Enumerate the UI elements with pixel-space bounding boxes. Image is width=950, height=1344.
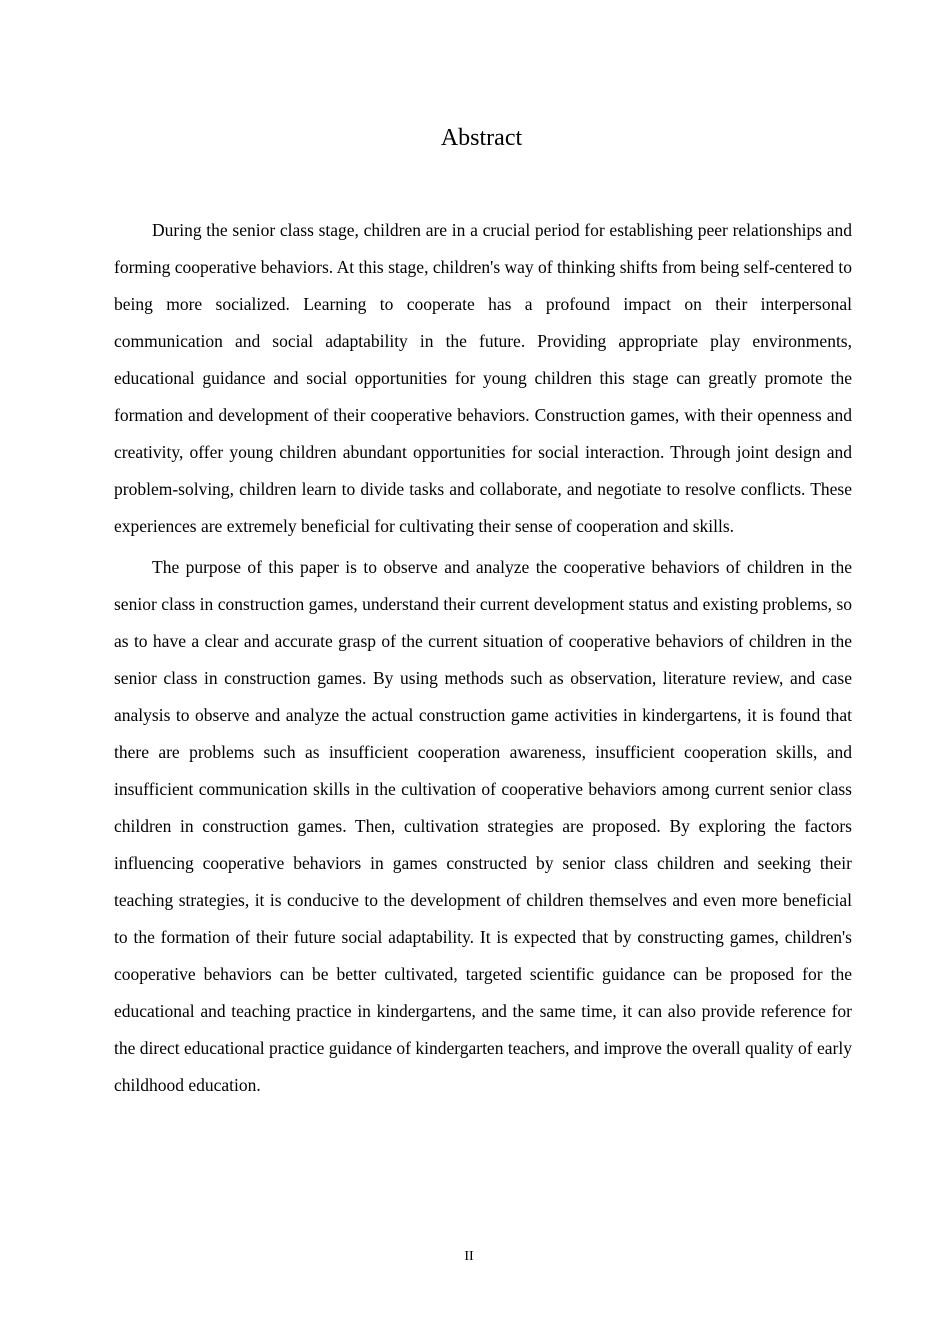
abstract-body	[114, 212, 852, 1104]
page-title: Abstract	[440, 125, 523, 151]
page-number: II	[464, 1249, 474, 1264]
abstract-paragraph-1: During the senior class stage, children are in a crucial period for establishing peer relationships and forming cooperative behaviors. At this stage, children's way of thinking shifts from being self-centered to being more socialized. Learning to cooperate has a profound impact on their interpersonal communication and social adaptability in the future. Providing appropriate play environments, educational guidance and social opportunities for young children this stage can greatly promote the formation and development of their cooperative behaviors. Construction games, with their openness and creativity, offer young children abundant opportunities for social interaction. Through joint design and problem-solving, children learn to divide tasks and collaborate, and negotiate to resolve conflicts. These experiences are extremely beneficial for cultivating their sense of cooperation and skills.	[114, 220, 852, 536]
abstract-paragraph-2: The purpose of this paper is to observe and analyze the cooperative behaviors of children in the senior class in construction games, understand their current development status and existing problems, so as to have a clear and accurate grasp of the current situation of cooperative behaviors of children in the senior class in construction games. By using methods such as observation, literature review, and case analysis to observe and analyze the actual construction game activities in kindergartens, it is found that there are problems such as insufficient cooperation awareness, insufficient cooperation skills, and insufficient communication skills in the cultivation of cooperative behaviors among current senior class children in construction games. Then, cultivation strategies are proposed. By exploring the factors influencing cooperative behaviors in games constructed by senior class children and seeking their teaching strategies, it is conducive to the development of children themselves and even more beneficial to the formation of their future social adaptability. It is expected that by constructing games, children's cooperative behaviors can be better cultivated, targeted scientific guidance can be proposed for the educational and teaching practice in kindergartens, and the same time, it can also provide reference for the direct educational practice guidance of kindergarten teachers, and improve the overall quality of early childhood education.	[114, 557, 852, 1095]
